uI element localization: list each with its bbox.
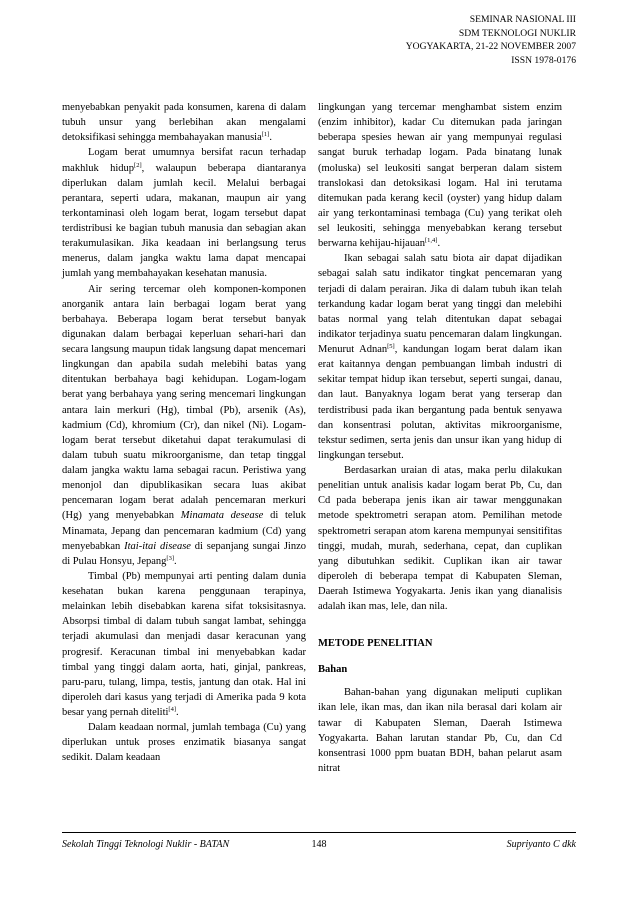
- paragraph: Logam berat umumnya bersifat racun terhadap makhluk hidup[2], walaupun beberapa diantaranya diperlukan dalam jumlah kecil. Melalui berbagai perantara, seperti udara, makanan, maupun air yang terkontaminasi oleh logam berat, logam tersebut dapat terdistribusi ke bagian tubuh manusia dan sebagian akan terakumulasikan. Jika keadaan ini berlangsung terus menerus, dalam jangka waktu lama dapat mencapai jumlah yang membahayakan kesehatan manusia.: [62, 147, 306, 280]
- subsection-heading: Bahan: [318, 664, 348, 676]
- section-heading: METODE PENELITIAN: [318, 638, 433, 650]
- header-place-date: YOGYAKARTA, 21-22 NOVEMBER 2007: [405, 41, 576, 53]
- citation: [1]: [261, 131, 270, 139]
- paragraph: Air sering tercemar oleh komponen-komponen anorganik antara lain berbagai logam berat yang berbahaya. Beberapa logam berat tersebut banyak digunakan dalam berbagai keperluan sehari-hari dan secara langsung maupun tidak langsung dapat mencemari lingkungan dan apabila sudah melebihi batas yang ditentukan berbahaya bagi kehidupan. Logam-logam berat yang berbahaya yang sering mencemari lingkungan antara lain merkuri (Hg), timbal (Pb), arsenik (As), kadmium (Cd), khromium (Cr), dan nikel (Ni). Logam-logam berat tersebut diketahui dapat terakumulasi di dalam tubuh suatu mikroorganisme, dan tetap tinggal dalam jangka waktu lama sebagai racun. Peristiwa yang menonjol dan dipublikasikan secara luas akibat pencemaran logam berat adalah pencemaran merkuri (Hg) yang menyebabkan Minamata desease di teluk Minamata, Jepang dan pencemaran kadmium (Cd) yang menyebabkan Itai-itai disease di sepanjang sungai Jinzo di Pulau Honsyu, Jepang[3].: [62, 283, 307, 567]
- header-issn: ISSN 1978-0176: [511, 54, 576, 66]
- paragraph: Dalam keadaan normal, jumlah tembaga (Cu) yang diperlukan untuk proses enzimatik biasanya sangat sedikit. Dalam keadaan: [62, 722, 306, 764]
- citation: [4]: [168, 706, 177, 713]
- paragraph: menyebabkan penyakit pada konsumen, karena di dalam tubuh unsur yang berlebihan akan mengalami detoksifikasi sehingga membahayakan manusia[1].: [62, 102, 306, 144]
- page-number: 148: [311, 839, 327, 850]
- header-seminar: SEMINAR NASIONAL III: [469, 14, 576, 25]
- citation: [1,4]: [425, 237, 438, 245]
- footer-institution: Sekolah Tinggi Teknologi Nuklir - BATAN: [62, 839, 230, 850]
- running-header: [406, 13, 576, 67]
- right-column: [318, 100, 562, 776]
- footer-authors: Supriyanto C dkk: [506, 839, 576, 850]
- italic-term: Itai-itai disease: [124, 540, 191, 552]
- italic-term: Minamata desease: [180, 510, 264, 522]
- citation: [5]: [387, 343, 395, 350]
- left-column: [62, 100, 306, 766]
- paragraph: Ikan sebagai salah satu biota air dapat dijadikan sebagai salah satu indikator tingkat pencemaran yang terjadi di dalam perairan. Jika di dalam tubuh ikan telah terkandung kadar logam berat yang tinggi dan melebihi batas normal yang telah ditentukan dapat sebagai indikator terjadinya suatu pencemaran dalam lingkungan. Menurut Adnan[5], kandungan logam berat dalam ikan erat kaitannya dengan pembuangan limbah industri di sekitar tempat hidup ikan tersebut, seperti sungai, danau, dan laut. Banyaknya logam berat yang terserap dan terdistribusi pada ikan bergantung pada bentuk senyawa dan konsentrasi polutan, aktivitas mikroorganisme, tekstur sedimen, serta jenis dan unsur ikan yang hidup di lingkungan tersebut.: [318, 253, 562, 461]
- citation: [3]: [166, 554, 175, 562]
- paragraph: Bahan-bahan yang digunakan meliputi cuplikan ikan lele, ikan mas, dan ikan nila berasal dari kolam air tawar di Kabupaten Sleman, Daerah Istimewa Yogyakarta. Bahan larutan standar Pb, Cu, dan Cd konsentrasi 1000 ppm buatan BDH, bahan pelarut asam nitrat: [318, 687, 562, 774]
- paragraph: Berdasarkan uraian di atas, maka perlu dilakukan penelitian untuk analisis kadar logam berat Pb, Cu, dan Cd pada beberapa jenis ikan air tawar menggunakan metode spektrometri serapan atom. Pemilihan metode spektrometri serapan atom karena mempunyai sensitifitas tinggi, mudah, murah, sederhana, cepat, dan cuplikan yang dibutuhkan sedikit. Cuplikan ikan air tawar diperoleh di beberapa tempat di Kabupaten Sleman, Daerah Istimewa Yogyakarta. Jenis ikan yang dianalisis adalah ikan mas, lele, dan nila.: [318, 465, 562, 613]
- header-topic: SDM TEKNOLOGI NUKLIR: [458, 27, 576, 39]
- paragraph: lingkungan yang tercemar menghambat sistem enzim (enzim inhibitor), kadar Cu ditemukan pada jaringan beberapa spesies hewan air yang mempunyai regulasi sangat buruk terhadap logam. Pada binatang lunak (moluska) sel leukositi sangat berperan dalam sistem translokasi dan detoksikasi logam. Hal ini terutama ditemukan pada kerang kecil (oyster) yang hidup dalam air yang terkontaminasi tembaga (Cu) yang terikat oleh sel leukositi, sehingga menyebabkan kerang tersebut berwarna kehijau-hijauan[1,4].: [318, 102, 562, 250]
- citation: [2]: [134, 161, 142, 169]
- paragraph: Timbal (Pb) mempunyai arti penting dalam dunia kesehatan bukan karena penggunaan terapinya, melainkan lebih disebabkan karena sifat toksisitasnya. Absorpsi timbal di dalam tubuh sangat lambat, sehingga terjadi akumulasi dan menjadi dasar keracunan yang progresif. Keracunan timbal ini menyebabkan kadar timbal yang tinggi dalam aorta, hati, ginjal, pankreas, paru-paru, tulang, limpa, testis, jantung dan otak. Hal ini diperoleh dari kasus yang terjadi di Amerika pada 9 kota besar yang pernah diteliti[4].: [62, 570, 306, 718]
- footer-rule: [62, 832, 576, 833]
